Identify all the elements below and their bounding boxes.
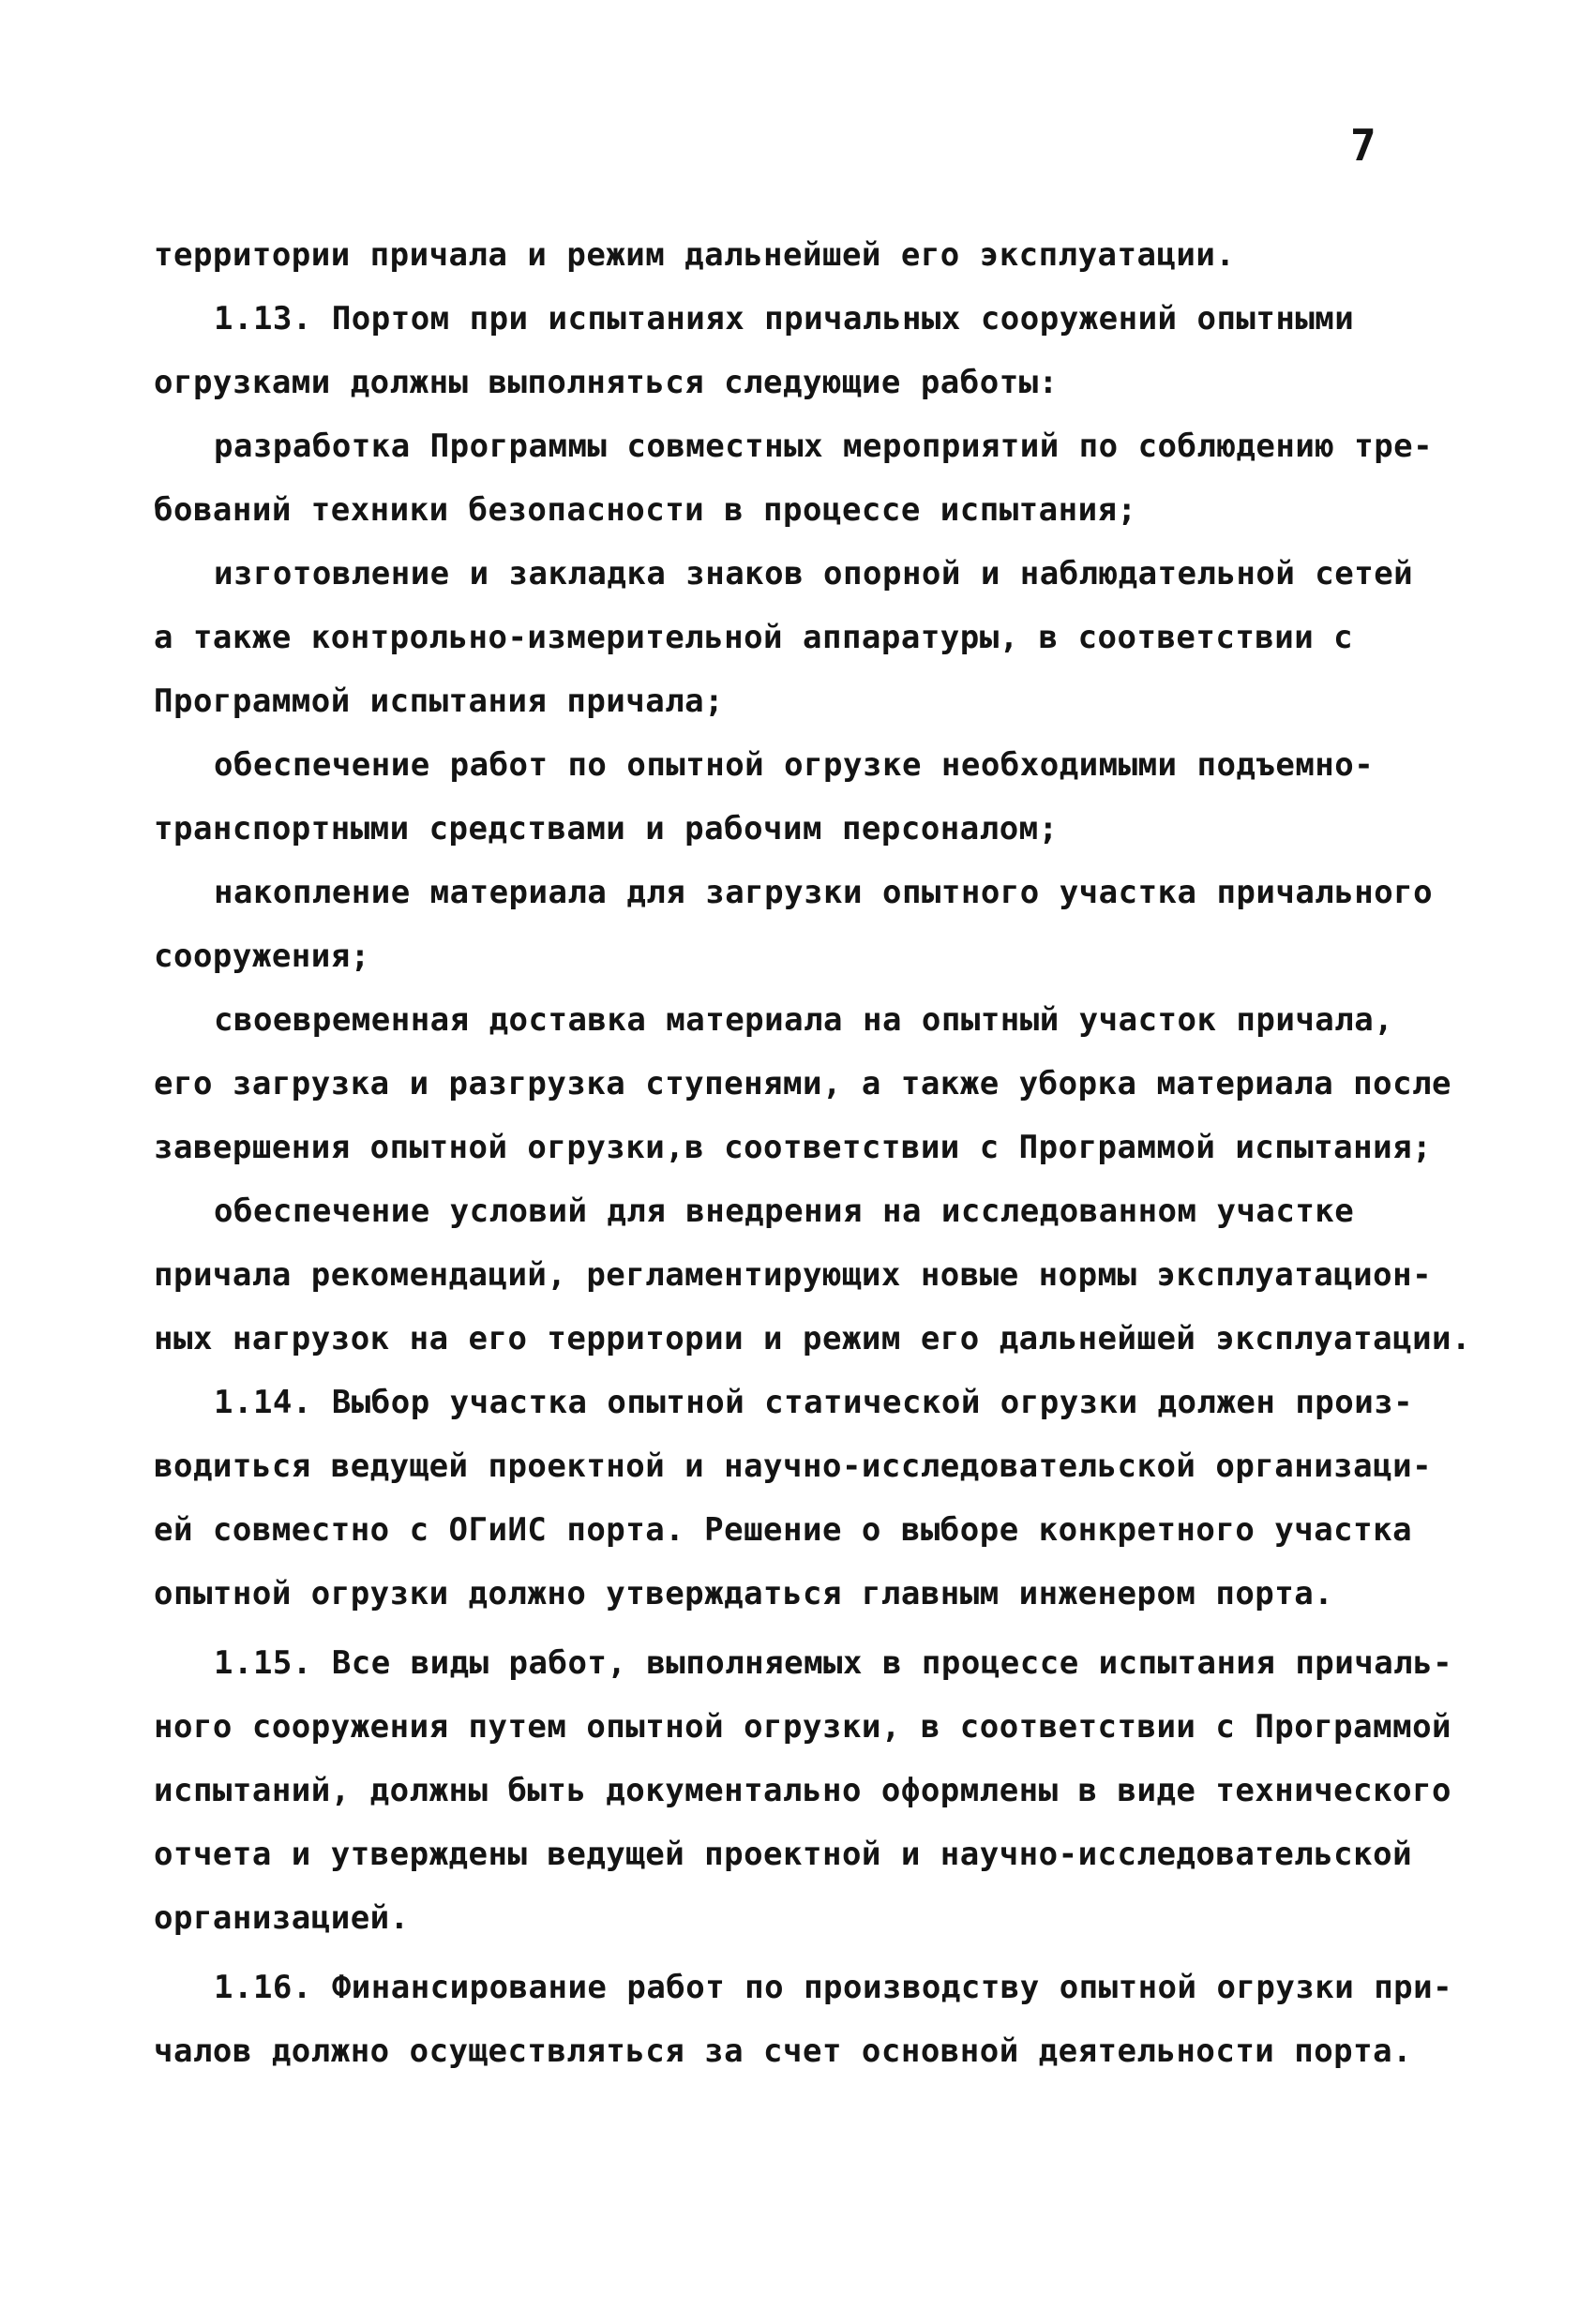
text-line: завершения опытной огрузки,в соответствии с Программой испытания; bbox=[154, 1129, 1433, 1166]
text-line: своевременная доставка материала на опытный участок причала, bbox=[214, 1001, 1394, 1039]
text-line: изготовление и закладка знаков опорной и наблюдательной сетей bbox=[214, 555, 1414, 592]
page-number: 7 bbox=[1350, 120, 1376, 171]
text-line: сооружения; bbox=[154, 937, 370, 975]
text-line: чалов должно осуществляться за счет основной деятельности порта. bbox=[154, 2032, 1413, 2070]
text-line: 1.15. Все виды работ, выполняемых в процессе испытания причаль- bbox=[214, 1644, 1453, 1682]
text-line: причала рекомендаций, регламентирующих новые нормы эксплуатацион- bbox=[154, 1256, 1433, 1294]
text-line: отчета и утверждены ведущей проектной и научно-исследовательской bbox=[154, 1836, 1413, 1873]
text-line: транспортными средствами и рабочим персоналом; bbox=[154, 810, 1059, 847]
text-line: 1.16. Финансирование работ по производству опытной огрузки при- bbox=[214, 1969, 1453, 2006]
text-line: ного сооружения путем опытной огрузки, в соответствии с Программой bbox=[154, 1708, 1452, 1746]
text-line: бований техники безопасности в процессе испытания; bbox=[154, 491, 1137, 529]
text-line: его загрузка и разгрузка ступенями, а также уборка материала после bbox=[154, 1065, 1452, 1102]
text-line: ей совместно с ОГиИС порта. Решение о выборе конкретного участка bbox=[154, 1511, 1413, 1549]
text-line: Программой испытания причала; bbox=[154, 682, 725, 720]
text-line: опытной огрузки должно утверждаться главным инженером порта. bbox=[154, 1575, 1334, 1612]
text-line: ных нагрузок на его территории и режим его дальнейшей эксплуатации. bbox=[154, 1320, 1471, 1357]
text-line: разработка Программы совместных мероприятий по соблюдению тре- bbox=[214, 427, 1434, 465]
text-line: 1.13. Портом при испытаниях причальных сооружений опытными bbox=[214, 300, 1355, 337]
text-line: 1.14. Выбор участка опытной статической огрузки должен произ- bbox=[214, 1384, 1414, 1421]
text-line: организацией. bbox=[154, 1899, 410, 1937]
text-line: а также контрольно-измерительной аппаратуры, в соответствии с bbox=[154, 619, 1354, 656]
text-line: территории причала и режим дальнейшей его эксплуатации. bbox=[154, 236, 1236, 274]
text-line: испытаний, должны быть документально оформлены в виде технического bbox=[154, 1772, 1452, 1809]
text-line: обеспечение условий для внедрения на исследованном участке bbox=[214, 1192, 1355, 1230]
text-line: водиться ведущей проектной и научно-исследовательской организаци- bbox=[154, 1447, 1433, 1485]
text-line: огрузками должны выполняться следующие работы: bbox=[154, 364, 1059, 401]
text-line: обеспечение работ по опытной огрузке необходимыми подъемно- bbox=[214, 746, 1375, 784]
text-line: накопление материала для загрузки опытного участка причального bbox=[214, 874, 1434, 911]
